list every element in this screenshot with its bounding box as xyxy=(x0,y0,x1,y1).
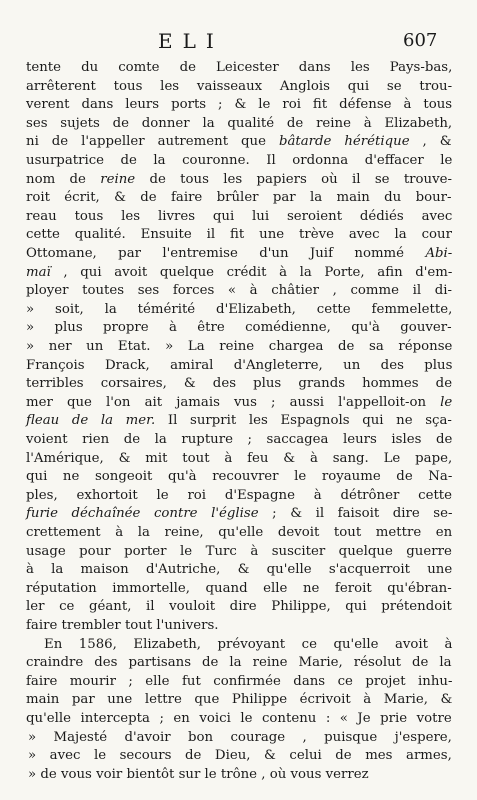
text-line: craindre des partisans de la reine Marie, résolut de la xyxy=(26,655,452,671)
running-head: ELI xyxy=(158,29,224,53)
text-run: , qui avoit quelque crédit à la Porte, afin d'em- xyxy=(50,264,453,280)
page-number: 607 xyxy=(403,30,438,51)
text-line: l'Amérique, & mit tout à feu & à sang. Le pape, xyxy=(26,450,453,466)
text-run: ; & il faisoit dire se- xyxy=(258,506,453,522)
text-line: ses sujets de donner la qualité de reine à Elizabeth, xyxy=(26,115,453,131)
text-run: Ottomane, par l'entremise d'un Juif nommé xyxy=(26,246,426,261)
text-line: faire trembler tout l'univers. xyxy=(26,618,219,633)
italic-run: reine xyxy=(100,171,136,187)
text-line: » soit, la témérité d'Elizabeth, cette femmelette, xyxy=(26,301,453,317)
text-run: ni de l'appeller autrement que xyxy=(26,134,279,150)
text-line: roit écrit, & de faire brûler par la main du bour- xyxy=(26,190,452,206)
text-line: crettement à la reine, qu'elle devoit tout mettre en xyxy=(26,525,453,540)
text-line: » de vous voir bientôt sur le trône , où vous verrez xyxy=(28,766,369,782)
text-line: tente du comte de Leicester dans les Pays-bas, xyxy=(26,60,453,75)
text-line: » Majesté d'avoir bon courage , puisque j'espere, xyxy=(28,729,452,745)
text-run: de tous les papiers où il se trouve- xyxy=(135,171,452,187)
page-header xyxy=(0,30,477,54)
text-run: , & xyxy=(409,134,452,150)
text-run: Il surprit les Espagnols qui ne sça- xyxy=(155,413,452,429)
text-line: usurpatrice de la couronne. Il ordonna d'effacer le xyxy=(26,153,453,168)
text-line: usage pour porter le Turc à susciter quelque guerre xyxy=(26,543,452,559)
text-line: reau tous les livres qui lui seroient dédiés avec xyxy=(26,208,453,224)
italic-run: Abi- xyxy=(425,246,453,261)
text-line: ployer toutes ses forces « à châtier , comme il di- xyxy=(26,283,453,299)
italic-run: bâtarde hérétique xyxy=(278,134,410,150)
italic-run: le xyxy=(440,394,453,410)
text-line: ler ce géant, il vouloit dire Philippe, qui prétendoit xyxy=(26,599,452,615)
text-line: qui ne songeoit qu'à recouvrer le royaume de Na- xyxy=(26,469,453,485)
text-line: » avec le secours de Dieu, & celui de mes armes, xyxy=(28,748,452,764)
text-line: En 1586, Elizabeth, prévoyant ce qu'elle avoit à xyxy=(44,636,453,652)
text-run: mer que l'on ait jamais vus ; aussi l'appelloit-on xyxy=(26,394,441,410)
italic-run: fleau de la mer. xyxy=(26,413,156,429)
text-line: François Drack, amiral d'Angleterre, un des plus xyxy=(26,357,453,373)
text-run: nom de xyxy=(26,171,101,187)
text-line: » ner un Etat. » La reine chargea de sa réponse xyxy=(26,339,453,354)
italic-run: maï xyxy=(26,264,51,280)
text-line: terribles corsaires, & des plus grands hommes de xyxy=(26,376,453,392)
text-line: verent dans leurs ports ; & le roi fit défense à tous xyxy=(26,97,453,113)
text-line: faire mourir ; elle fut confirmée dans ce projet inhu- xyxy=(26,673,453,689)
text-line: cette qualité. Ensuite il fit une trève avec la cour xyxy=(26,227,452,243)
text-line: main par une lettre que Philippe écrivoit à Marie, & xyxy=(26,692,453,708)
text-line: » plus propre à être comédienne, qu'à gouver- xyxy=(26,320,452,336)
text-line: arrêterent tous les vaisseaux Anglois qui se trou- xyxy=(26,78,453,94)
text-line: à la maison d'Autriche, & qu'elle s'acquerroit une xyxy=(26,562,453,578)
text-line: voient rien de la rupture ; saccagea leurs isles de xyxy=(26,432,453,447)
italic-run: furie déchaînée contre l'église xyxy=(26,506,259,522)
text-line: ples, exhortoit le roi d'Espagne à détrôner cette xyxy=(26,487,453,503)
text-line: qu'elle intercepta ; en voici le contenu : « Je prie votre xyxy=(26,711,452,726)
text-line: réputation immortelle, quand elle ne feroit qu'ébran- xyxy=(26,580,452,596)
